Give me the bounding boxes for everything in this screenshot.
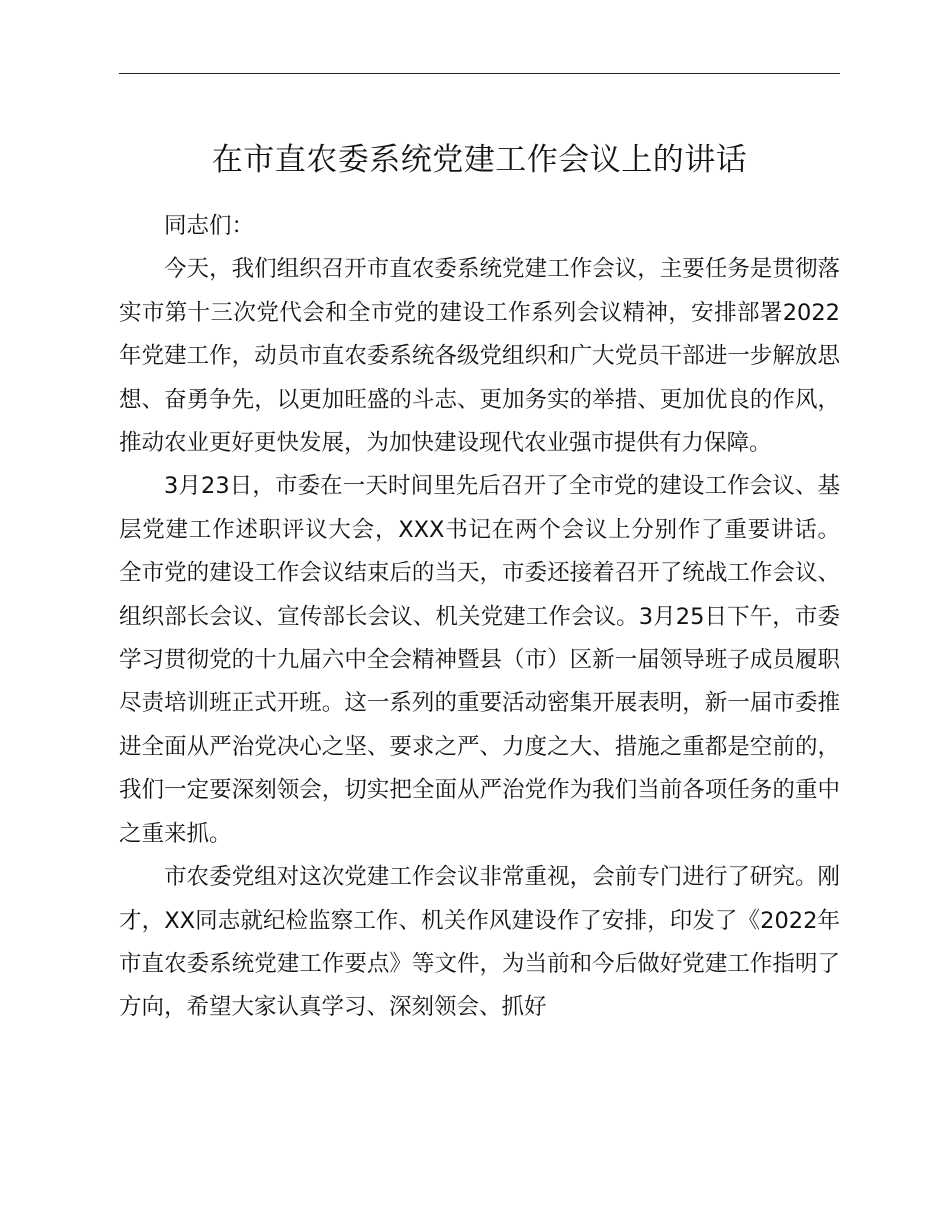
salutation: 同志们： <box>164 213 255 239</box>
document-title: 在市直农委系统党建工作会议上的讲话 <box>211 142 748 178</box>
document-body <box>119 205 840 1030</box>
paragraph-1: 今天，我们组织召开市直农委系统党建工作会议，主要任务是贯彻落实市第十三次党代会和全市党的建设工作系列会议精神，安排部署2022年党建工作，动员市直农委系统各级党组织和广大党员干部进一步解放思想、奋勇争先，以更加旺盛的斗志、更加务实的举措、更加优良的作风，推动农业更好更快发展，为加快建设现代农业强市提供有力保障。 <box>119 256 840 457</box>
header-rule <box>119 73 840 74</box>
paragraph-3: 市农委党组对这次党建工作会议非常重视，会前专门进行了研究。刚才，XX同志就纪检监察工作、机关作风建设作了安排，印发了《2022年市直农委系统党建工作要点》等文件，为当前和今后做好党建工作指明了方向，希望大家认真学习、深刻领会、抓好 <box>119 864 840 1021</box>
paragraph-2: 3月23日，市委在一天时间里先后召开了全市党的建设工作会议、基层党建工作述职评议大会，XXX书记在两个会议上分别作了重要讲话。全市党的建设工作会议结束后的当天，市委还接着召开了统战工作会议、组织部长会议、宣传部长会议、机关党建工作会议。3月25日下午，市委学习贯彻党的十九届六中全会精神暨县（市）区新一届领导班子成员履职尽责培训班正式开班。这一系列的重要活动密集开展表明，新一届市委推进全面从严治党决心之坚、要求之严、力度之大、措施之重都是空前的，我们一定要深刻领会，切实把全面从严治党作为我们当前各项任务的重中之重来抓。 <box>119 473 840 847</box>
